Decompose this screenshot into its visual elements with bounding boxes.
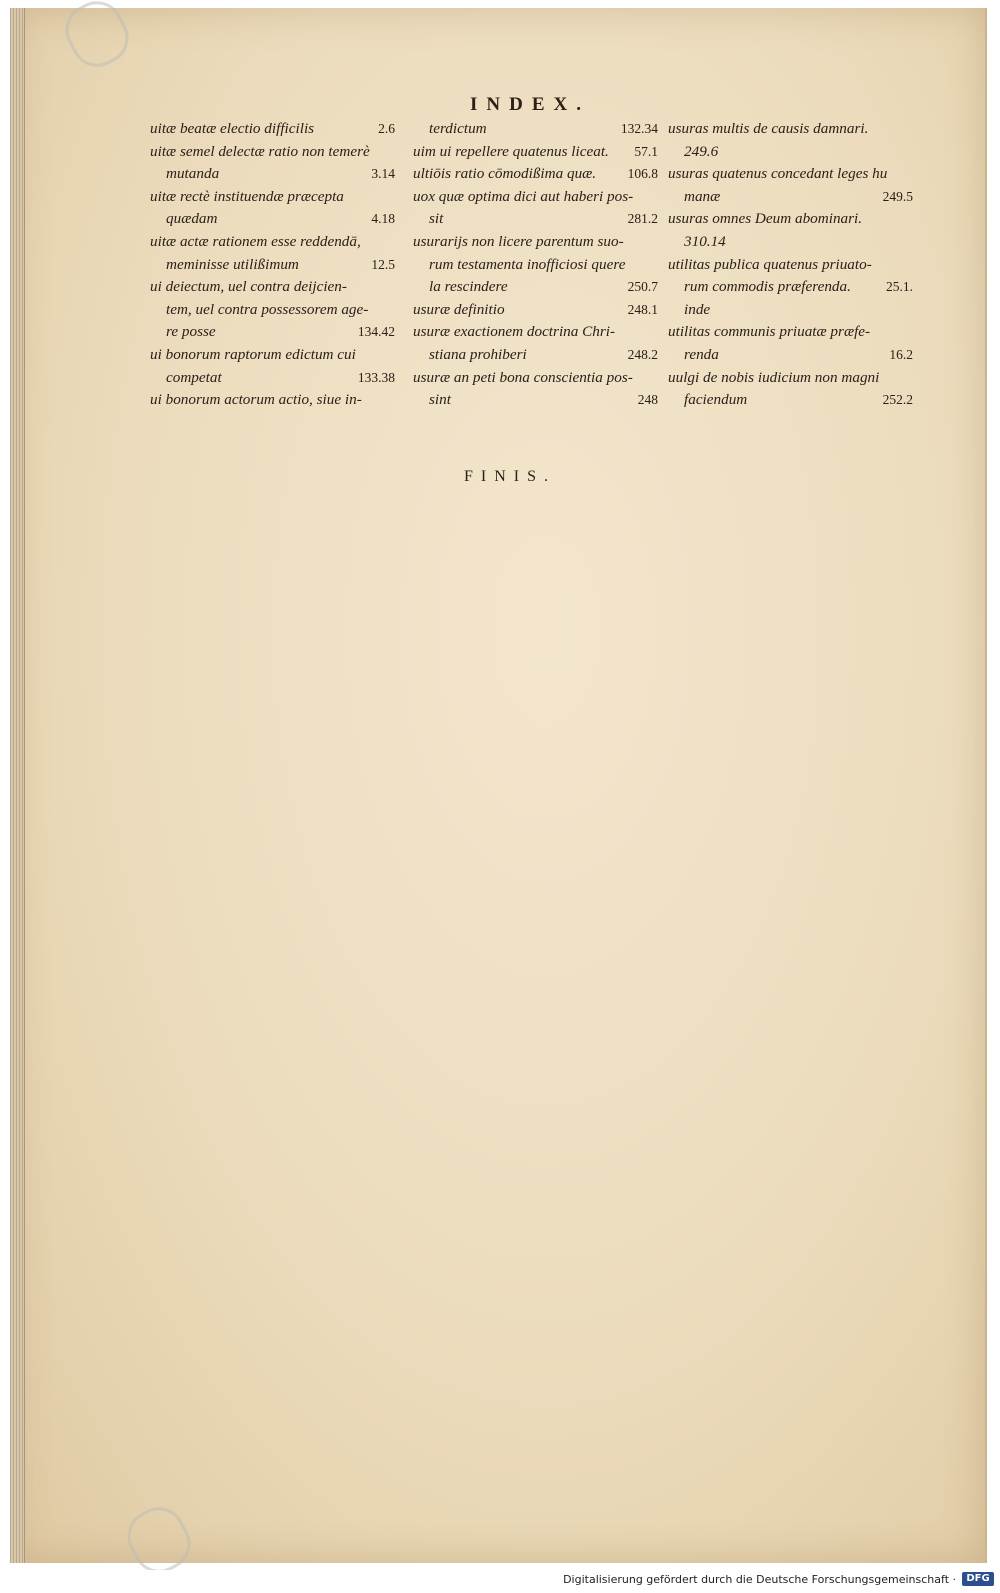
index-entry: [668, 321, 913, 344]
index-entry-text: uim ui repellere quatenus liceat.: [413, 142, 609, 160]
index-entry-text: utilitas publica quatenus priuato-: [668, 255, 872, 273]
index-entry: [150, 163, 395, 186]
index-entry: [413, 231, 658, 254]
index-entry-text: sint: [429, 391, 451, 409]
finis-mark: FINIS.: [463, 468, 556, 485]
index-entry: [413, 254, 658, 277]
index-entry-text: usuras omnes Deum abominari.: [668, 210, 863, 228]
index-entry-text: ui deiectum, uel contra deijcien-: [150, 278, 347, 296]
index-entry-number: 133.38: [357, 369, 395, 385]
index-entry-text: terdictum: [429, 120, 487, 137]
index-entry: [413, 389, 658, 412]
dfg-logo: DFG: [962, 1572, 994, 1586]
index-entry-number: 4.18: [371, 211, 395, 227]
index-entry-text: meminisse utilißimum: [166, 255, 299, 273]
index-entry: [668, 163, 913, 186]
index-entry: [668, 367, 913, 390]
index-entry: [150, 389, 395, 412]
index-entry-text: renda: [684, 345, 719, 363]
index-entry: [150, 118, 395, 141]
index-entry-text: stiana prohiberi: [429, 345, 527, 363]
index-entry-text: 249.6: [684, 142, 719, 160]
index-entry: [413, 118, 658, 141]
index-entry-text: ultiōis ratio cōmodißima quæ.: [413, 165, 597, 183]
index-entry-number: 12.5: [371, 256, 395, 272]
index-entry-number: 57.1: [634, 143, 658, 159]
index-entry: [150, 344, 395, 367]
index-entry-number: 132.34: [620, 121, 658, 136]
index-entry: [668, 389, 913, 412]
index-entry: [668, 344, 913, 367]
index-column-2: [413, 118, 658, 412]
index-entry: [413, 186, 658, 209]
index-entry: [413, 321, 658, 344]
index-entry-text: ui bonorum raptorum edictum cui: [150, 345, 356, 363]
index-entry-text: uitæ semel delectæ ratio non temerè: [150, 142, 370, 160]
index-entry: [668, 276, 913, 299]
index-entry: [150, 208, 395, 231]
running-head: INDEX.: [470, 94, 590, 115]
index-entry-number: 248.1: [627, 301, 658, 317]
index-entry-text: usuræ an peti bona conscientia pos-: [413, 368, 633, 386]
index-entry: [413, 344, 658, 367]
index-entry: [668, 118, 913, 141]
funding-credit: Digitalisierung gefördert durch die Deutsche Forschungsgemeinschaft ·: [563, 1573, 956, 1586]
footer: [0, 1570, 1000, 1593]
index-entry-number: 25.1.: [886, 279, 913, 295]
index-entry-text: manæ: [684, 187, 721, 205]
index-entry-text: 310.14: [684, 232, 726, 250]
index-entry: [668, 208, 913, 231]
index-entry-text: inde: [684, 300, 711, 318]
index-entry-text: mutanda: [166, 165, 220, 183]
index-entry: [668, 231, 913, 254]
index-entry-number: 2.6: [378, 121, 395, 136]
index-entry-text: rum testamenta inofficiosi quere: [429, 255, 626, 273]
index-entry-number: 3.14: [371, 166, 395, 182]
index-entry-text: usuræ definitio: [413, 300, 505, 318]
page-edge: [10, 8, 25, 1563]
index-entry-number: 249.5: [882, 188, 913, 204]
index-entry: [150, 299, 395, 322]
index-entry: [668, 141, 913, 164]
index-entry-text: quædam: [166, 210, 218, 228]
index-entry-text: usuræ exactionem doctrina Chri-: [413, 323, 616, 341]
index-entry-text: rum commodis præferenda.: [684, 278, 851, 296]
index-entry: [668, 254, 913, 277]
index-entry-text: usuras quatenus concedant leges hu: [668, 165, 888, 183]
index-entry-text: usuras multis de causis damnari.: [668, 120, 869, 137]
index-entry: [150, 186, 395, 209]
index-entry-number: 252.2: [882, 392, 913, 408]
index-column-3: [668, 118, 913, 412]
index-entry-number: 281.2: [627, 211, 658, 227]
index-entry: [150, 231, 395, 254]
index-entry-number: 248.2: [627, 346, 658, 362]
index-entry-number: 250.7: [627, 279, 658, 295]
index-entry: [413, 367, 658, 390]
index-entry-text: uulgi de nobis iudicium non magni: [668, 368, 880, 386]
index-entry-text: re posse: [166, 323, 216, 341]
index-entry: [413, 299, 658, 322]
index-entry-text: uitæ actæ rationem esse reddendā,: [150, 232, 361, 250]
index-entry: [150, 254, 395, 277]
index-entry-text: la rescindere: [429, 278, 508, 296]
index-entry-text: faciendum: [684, 391, 748, 409]
index-entry-number: 16.2: [889, 346, 913, 362]
index-entry-text: uox quæ optima dici aut haberi pos-: [413, 187, 634, 205]
index-entry: [150, 141, 395, 164]
index-entry: [150, 321, 395, 344]
index-entry-text: ui bonorum actorum actio, siue in-: [150, 391, 362, 409]
index-entry-number: 106.8: [627, 166, 658, 182]
index-entry: [413, 163, 658, 186]
index-entry-number: 248: [637, 392, 658, 408]
index-column-1: [150, 118, 395, 412]
index-entry: [413, 141, 658, 164]
index-entry-text: uitæ rectè instituendæ præcepta: [150, 187, 344, 205]
index-entry: [668, 186, 913, 209]
index-entry-text: sit: [429, 210, 444, 228]
index-entry-number: 134.42: [357, 324, 395, 340]
index-entry: [150, 367, 395, 390]
index-entry-text: competat: [166, 368, 222, 386]
index-entry: [150, 276, 395, 299]
index-entry-text: tem, uel contra possessorem age-: [166, 300, 369, 318]
index-entry-text: usurarijs non licere parentum suo-: [413, 232, 624, 250]
index-entry: [413, 276, 658, 299]
paper-clip-top: [56, 0, 137, 76]
index-entry-text: utilitas communis priuatæ præfe-: [668, 323, 871, 341]
index-entry: [668, 299, 913, 322]
index-entry-text: uitæ beatæ electio difficilis: [150, 120, 315, 137]
index-entry: [413, 208, 658, 231]
